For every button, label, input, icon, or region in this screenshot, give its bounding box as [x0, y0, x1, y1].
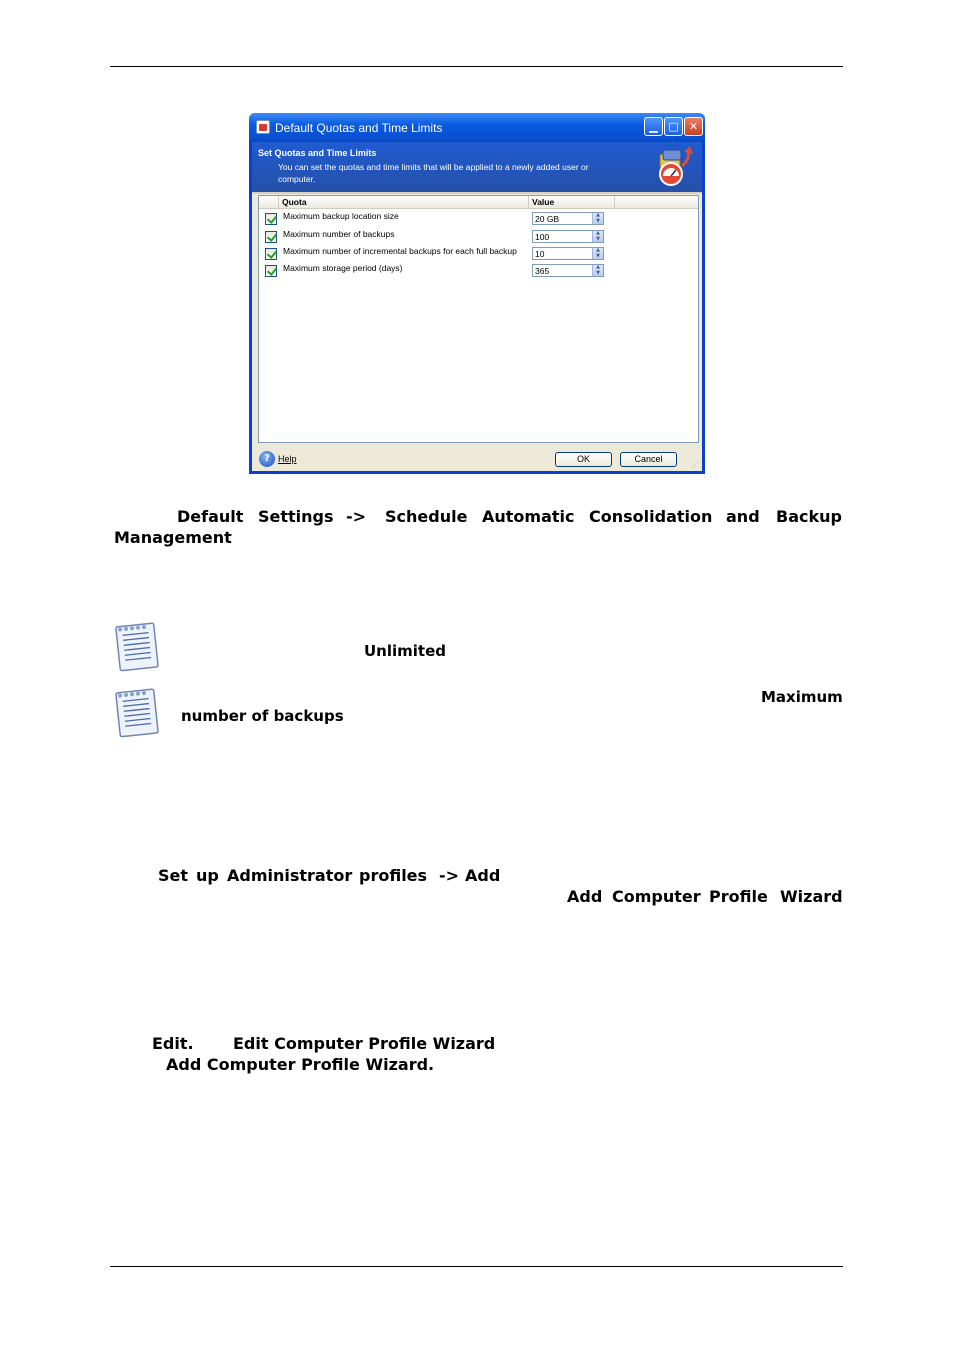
- spinner-arrows-icon[interactable]: ▲ ▼: [592, 248, 603, 259]
- p2-word: ->: [439, 866, 460, 885]
- spinner-value: 365: [535, 266, 550, 276]
- dialog-header: [252, 142, 702, 192]
- p2-word: up: [196, 866, 219, 885]
- spinner-value: 10: [535, 249, 545, 259]
- value-spinner[interactable]: [532, 230, 604, 243]
- p1-word: Management: [114, 528, 232, 547]
- col-header-empty: [615, 196, 698, 209]
- quota-row: [259, 262, 698, 279]
- minimize-icon[interactable]: ▁: [644, 117, 663, 136]
- dialog-footer: [252, 446, 702, 471]
- spinner-arrows-icon[interactable]: ▲ ▼: [592, 231, 603, 242]
- app-icon: [256, 120, 270, 134]
- quotas-dialog: [249, 113, 705, 474]
- spinner-arrows-icon[interactable]: ▲ ▼: [592, 213, 603, 224]
- p1-word: Schedule: [385, 507, 468, 526]
- resize-grip-icon[interactable]: ⋰: [692, 461, 699, 469]
- p2-word: Add: [567, 887, 603, 906]
- note2-term-b: number of backups: [181, 707, 344, 725]
- p2-word: Administrator: [227, 866, 353, 885]
- p2-word: Computer: [612, 887, 701, 906]
- p2-word: Set: [158, 866, 189, 885]
- spinner-value: 20 GB: [535, 214, 560, 224]
- row-label: Maximum number of incremental backups for each full backup: [283, 246, 517, 256]
- footer-rule: [110, 1266, 843, 1267]
- p1-word: Backup: [776, 507, 842, 526]
- maximize-icon[interactable]: □: [664, 117, 683, 136]
- row-checkbox[interactable]: [265, 231, 277, 243]
- note-icon: [112, 620, 160, 672]
- ok-button[interactable]: OK: [555, 452, 612, 467]
- p2-word: Profile: [709, 887, 768, 906]
- header-description: You can set the quotas and time limits that will be applied to a newly added user or computer.: [278, 162, 589, 184]
- p1-word: and: [726, 507, 760, 526]
- header-title: Set Quotas and Time Limits: [258, 148, 377, 158]
- dialog-titlebar[interactable]: [249, 113, 705, 142]
- quota-row: [259, 210, 698, 227]
- quota-row: [259, 228, 698, 245]
- help-link[interactable]: Help: [278, 454, 297, 464]
- col-header-value[interactable]: Value: [529, 196, 615, 209]
- row-label: Maximum number of backups: [283, 229, 395, 239]
- col-header-quota[interactable]: Quota: [279, 196, 529, 209]
- spinner-arrows-icon[interactable]: ▲ ▼: [592, 265, 603, 276]
- dialog-title: Default Quotas and Time Limits: [275, 121, 443, 135]
- value-spinner[interactable]: [532, 212, 604, 225]
- help-icon[interactable]: ?: [259, 451, 275, 467]
- spinner-value: 100: [535, 232, 550, 242]
- p2-word: Wizard: [780, 887, 843, 906]
- p1-word: Automatic: [482, 507, 575, 526]
- row-checkbox[interactable]: [265, 213, 277, 225]
- p1-word: Default: [177, 507, 244, 526]
- dialog-client: [252, 142, 702, 471]
- quota-row: [259, 245, 698, 262]
- p2-word: Add: [465, 866, 501, 885]
- quota-gauge-icon: [654, 146, 696, 188]
- row-label: Maximum backup location size: [283, 211, 399, 221]
- p1-word: Consolidation: [589, 507, 713, 526]
- row-checkbox[interactable]: [265, 265, 277, 277]
- value-spinner[interactable]: [532, 247, 604, 260]
- row-label: Maximum storage period (days): [283, 263, 403, 273]
- value-spinner[interactable]: [532, 264, 604, 277]
- p3-edit: Edit.: [152, 1034, 194, 1053]
- p3-edit-wizard: Edit Computer Profile Wizard: [233, 1034, 496, 1053]
- note1-term: Unlimited: [364, 642, 446, 660]
- p3-add-wizard: Add Computer Profile Wizard.: [166, 1055, 435, 1074]
- row-checkbox[interactable]: [265, 248, 277, 260]
- cancel-button[interactable]: Cancel: [620, 452, 677, 467]
- p1-word: ->: [346, 507, 367, 526]
- p2-word: profiles: [359, 866, 428, 885]
- header-separator: [252, 192, 702, 194]
- quota-grid: [258, 195, 699, 443]
- note-icon: [112, 686, 160, 738]
- header-rule: [110, 66, 843, 67]
- note2-term-a: Maximum: [761, 688, 843, 706]
- col-header-check: [259, 196, 279, 209]
- p1-word: Settings: [258, 507, 334, 526]
- close-icon[interactable]: ✕: [684, 117, 703, 136]
